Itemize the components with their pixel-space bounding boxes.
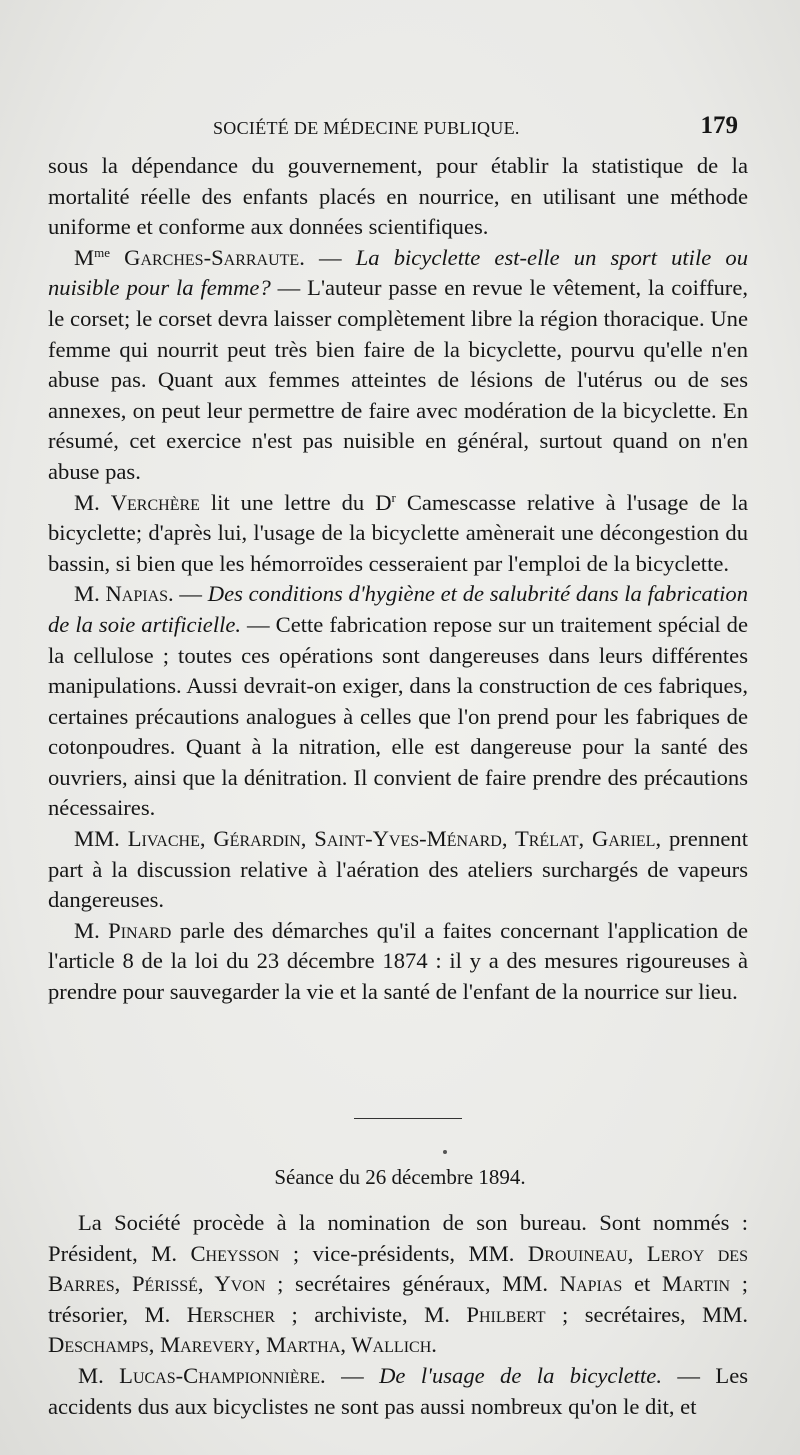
paragraph-text: — Les accidents dus aux bicyclistes ne sont pas aussi nombreux qu'on le dit, et bbox=[48, 1362, 749, 1419]
member-name: Cheysson bbox=[190, 1240, 280, 1266]
title-prefix: MM. bbox=[74, 826, 128, 852]
title-prefix: M. bbox=[74, 489, 111, 515]
author-name: Pinard bbox=[108, 917, 172, 943]
dash: — bbox=[325, 1362, 380, 1388]
paragraph-bureau bbox=[48, 1208, 748, 1361]
title-prefix: M. bbox=[78, 1362, 120, 1388]
paragraph-text: Camescasse relative à l'usage de la bicyclette; d'après lui, l'usage de la bicyclette amènerait une décongestion du bassin, si bien que les hémorroïdes cesseraient par l'emploi de la bicyclette. bbox=[48, 489, 748, 576]
paper-title: La bicyclette est-elle un sport utile ou nuisible pour la femme? bbox=[48, 244, 748, 301]
member-name: Herscher bbox=[186, 1301, 276, 1327]
body-text bbox=[48, 151, 748, 1008]
title-superscript: me bbox=[94, 244, 110, 260]
paragraph-text: lit une lettre du D bbox=[199, 489, 392, 515]
paragraph-napias bbox=[48, 579, 748, 824]
member-names: Drouineau, Leroy des Barres, Périssé, Yvon bbox=[48, 1240, 748, 1297]
paragraph-text: parle des démarches qu'il a faites concernant l'application de l'article 8 de la loi du 23 décembre 1874 : il y a des mesures rigoureuses à prendre pour sauvegarder la vie et la santé de l'enfant de la nourrice sur lieu. bbox=[48, 917, 748, 1005]
paragraph-text: ; archiviste, M. bbox=[275, 1301, 467, 1327]
paragraph-discussion bbox=[48, 824, 748, 916]
paragraph-pinard bbox=[48, 916, 748, 1008]
dash: — bbox=[304, 244, 356, 270]
dash: — bbox=[173, 581, 208, 607]
author-name: Verchère bbox=[110, 489, 200, 515]
paragraph-text: sous la dépendance du gouvernement, pour établir la statistique de la mortalité réelle des enfants placés en nourrice, en utilisant une méthode uniforme et conforme aux données scientifiques. bbox=[48, 153, 748, 240]
print-speck bbox=[443, 1150, 447, 1154]
member-name: Martin bbox=[662, 1271, 731, 1297]
running-head: SOCIÉTÉ DE MÉDECINE PUBLIQUE. bbox=[213, 118, 520, 138]
page-header bbox=[48, 112, 738, 148]
paragraph-verchere bbox=[48, 488, 748, 580]
page-number: 179 bbox=[700, 112, 738, 139]
paragraph-text: ; secrétaires, MM. bbox=[545, 1301, 748, 1327]
member-name: Philbert bbox=[466, 1301, 546, 1327]
paragraph-garches-sarraute bbox=[48, 243, 748, 488]
author-name: Garches-Sarraute. bbox=[124, 244, 305, 270]
section-divider bbox=[354, 1118, 462, 1119]
title-prefix: M bbox=[74, 244, 95, 270]
paragraph-text: ; trésorier, M. bbox=[48, 1271, 749, 1327]
title-superscript: r bbox=[391, 489, 396, 505]
session-heading: Séance du 26 décembre 1894. bbox=[274, 1165, 526, 1189]
member-name: Napias bbox=[559, 1271, 623, 1297]
paragraph-text: — Cette fabrication repose sur un traitement spécial de la cellulose ; toutes ces opérations sont dangereuses dans leurs différentes manipulations. Aussi devrait-on exiger, dans la construction de ces fabriques, certaines précautions analogues à celles que l'on prend pour les fabriques de cotonpoudres. Quant à la nitration, elle est dangereuse pour la santé des ouvriers, ainsi que la dénitration. Il convient de faire prendre des précautions nécessaires. bbox=[48, 611, 748, 821]
paragraph-text: prennent part à la discussion relative à l'aération des ateliers surchargés de vapeurs dangereuses. bbox=[48, 826, 748, 913]
paragraph-continuation bbox=[48, 151, 748, 243]
paragraph-lucas-championniere bbox=[48, 1361, 748, 1422]
member-names: Deschamps, Marevery, Martha, Wallich. bbox=[48, 1332, 437, 1358]
paper-title: Des conditions d'hygiène et de salubrité dans la fabrication de la soie artificielle. bbox=[48, 581, 748, 637]
paper-title: De l'usage de la bicyclette. bbox=[379, 1362, 662, 1388]
paragraph-text: et bbox=[622, 1271, 663, 1297]
title-prefix: M. bbox=[74, 917, 109, 943]
paragraph-text: ; secrétaires généraux, MM. bbox=[265, 1271, 560, 1297]
author-name: Lucas-Championnière. bbox=[119, 1362, 326, 1388]
title-prefix: M. bbox=[74, 581, 106, 607]
author-name: Napias. bbox=[105, 581, 174, 607]
paragraph-text: — L'auteur passe en revue le vêtement, la coiffure, le corset; le corset devra laisser complètement libre la région thoracique. Une femme qui nourrit peut très bien faire de la bicyclette, pourvu qu'elle n'en abuse pas. Quant aux femmes atteintes de lésions de l'utérus ou de ses annexes, on peut leur permettre de faire avec modération de la bicyclette. En résumé, cet exercice n'est pas nuisible en général, surtout quand on n'en abuse pas. bbox=[48, 275, 748, 484]
author-names: Livache, Gérardin, Saint-Yves-Ménard, Trélat, Gariel, bbox=[127, 826, 662, 852]
body-text-session bbox=[48, 1208, 748, 1422]
paragraph-text: ; vice-présidents, MM. bbox=[279, 1240, 528, 1266]
paragraph-text: La Société procède à la nomination de son bureau. Sont nommés : Président, M. bbox=[48, 1210, 748, 1266]
